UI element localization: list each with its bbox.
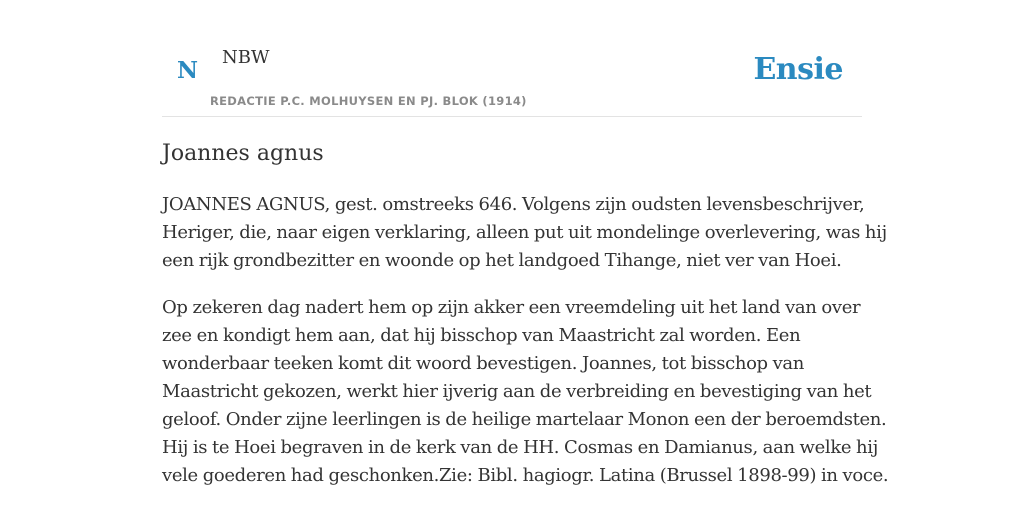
source-editors: REDACTIE P.C. MOLHUYSEN EN PJ. BLOK (1914) — [210, 94, 527, 108]
paragraph-line: een rijk grondbezitter en woonde op het landgoed Tihange, niet ver van Hoei. — [162, 250, 842, 271]
paragraph-line: geloof. Onder zijne leerlingen is de heilige martelaar Monon een der beroemdsten. — [162, 409, 887, 430]
paragraph-line: Heriger, die, naar eigen verklaring, alleen put uit mondelinge overlevering, was hij — [162, 222, 887, 243]
paragraph-line: JOANNES AGNUS, gest. omstreeks 646. Volgens zijn oudsten levensbeschrijver, — [162, 194, 865, 215]
article-title: Joannes agnus — [162, 141, 324, 166]
paragraph-line: zee en kondigt hem aan, dat hij bisschop van Maastricht zal worden. Een — [162, 325, 801, 346]
source-logo[interactable]: N — [177, 57, 199, 84]
source-header — [162, 0, 862, 117]
paragraph-line: vele goederen had geschonken.Zie: Bibl. hagiogr. Latina (Brussel 1898-99) in voce. — [162, 465, 889, 486]
paragraph-line: Hij is te Hoei begraven in de kerk van de HH. Cosmas en Damianus, aan welke hij — [162, 437, 878, 458]
article — [162, 138, 889, 490]
source-name-link[interactable]: NBW — [222, 47, 270, 68]
article-paragraph-1 — [162, 191, 887, 275]
article-paragraph-2 — [162, 294, 889, 490]
paragraph-line: wonderbaar teeken komt dit woord bevestigen. Joannes, tot bisschop van — [162, 353, 805, 374]
brand-logo-link[interactable]: Ensie — [753, 52, 843, 87]
paragraph-line: Maastricht gekozen, werkt hier ijverig aan de verbreiding en bevestiging van het — [162, 381, 872, 402]
paragraph-line: Op zekeren dag nadert hem op zijn akker een vreemdeling uit het land van over — [162, 297, 861, 318]
